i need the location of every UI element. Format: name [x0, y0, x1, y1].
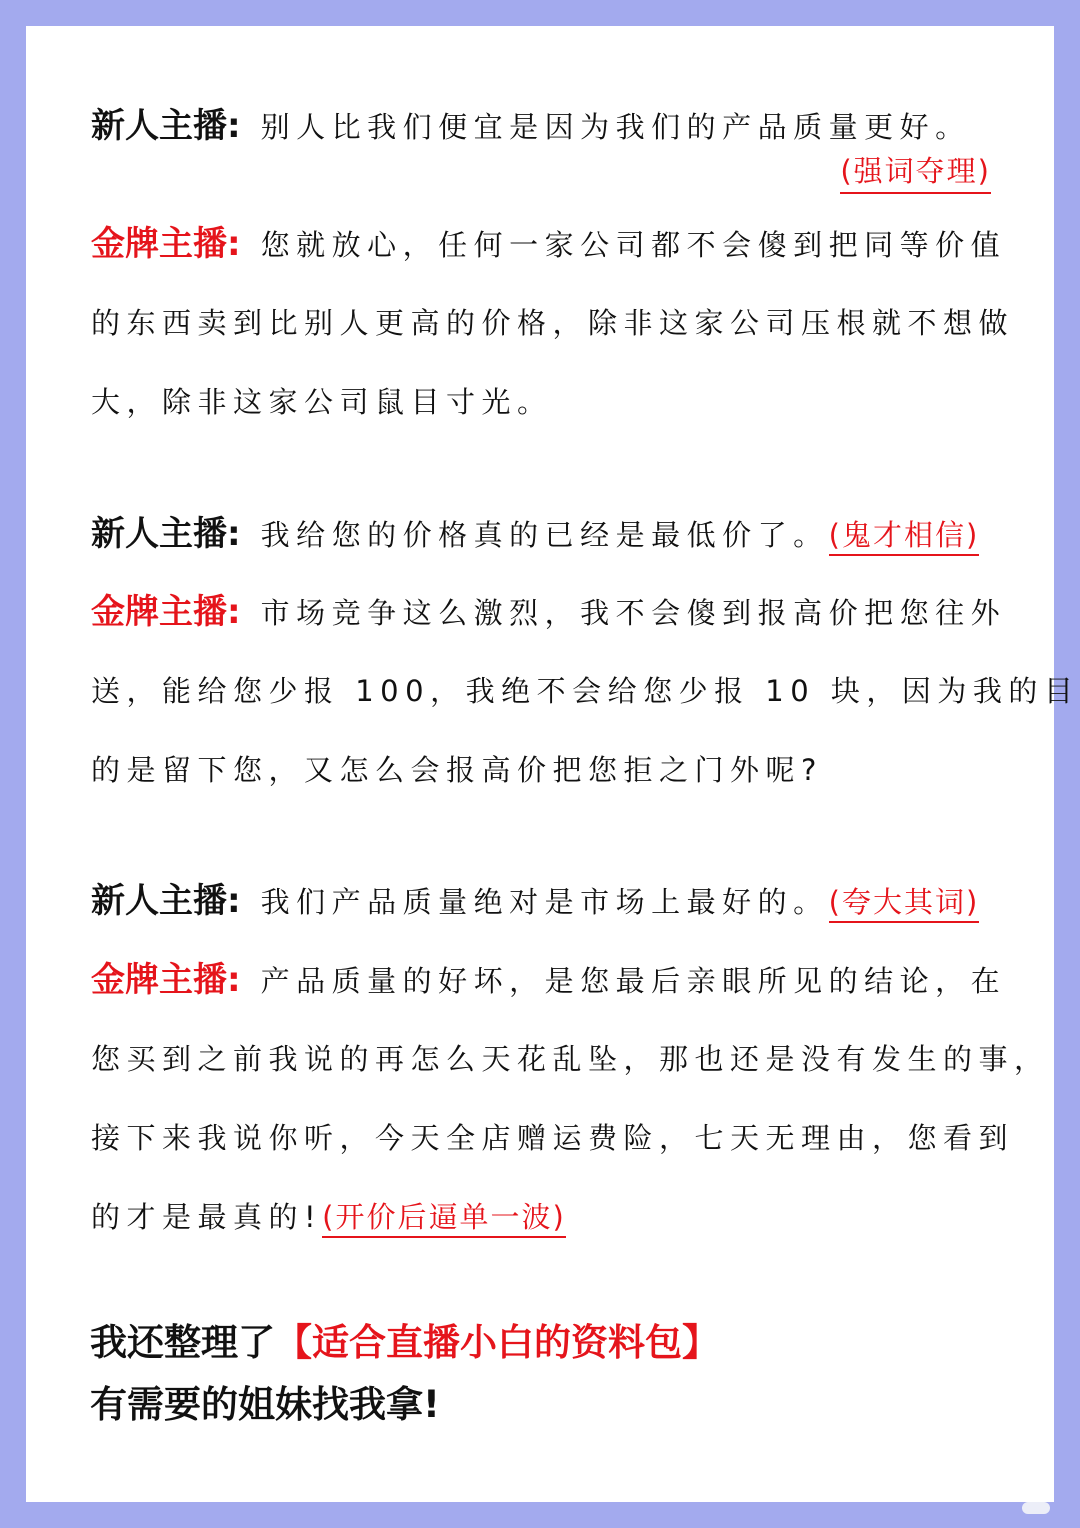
speaker-new-label: 新人主播: [91, 106, 241, 146]
speaker-new-label: 新人主播: [91, 514, 241, 554]
new-host-quote: 我给您的价格真的已经是最低价了。 [260, 518, 829, 552]
speaker-gold-label: 金牌主播: [91, 592, 241, 632]
gold-host-quote-continued: 接下来我说你听，今天全店赠运费险，七天无理由，您看到 [91, 1121, 1015, 1155]
gold-host-quote-continued: 您买到之前我说的再怎么天花乱坠，那也还是没有发生的事， [91, 1042, 1050, 1076]
gold-host-quote-continued: 大，除非这家公司鼠目寸光。 [91, 385, 553, 419]
gold-host-quote-continued: 送，能给您少报 100，我绝不会给您少报 10 块，因为我的目 [91, 674, 1080, 708]
annotation-note: (夸大其词) [829, 885, 980, 923]
speaker-new-label: 新人主播: [91, 881, 241, 921]
gold-host-quote: 产品质量的好坏，是您最后亲眼所见的结论，在 [260, 964, 1007, 998]
gold-host-quote-continued: 的东西卖到比别人更高的价格，除非这家公司压根就不想做 [91, 306, 1015, 340]
annotation-note: (强词夺理) [840, 152, 991, 194]
dialogue-line-new-1 [91, 96, 991, 156]
footer-prefix: 我还整理了 [90, 1321, 275, 1364]
dialogue-line-new-3 [91, 871, 991, 931]
dialogue-line-gold-2 [91, 582, 1007, 642]
gold-host-quote: 市场竞争这么激烈，我不会傻到报高价把您往外 [260, 596, 1007, 630]
new-host-quote: 别人比我们便宜是因为我们的产品质量更好。 [260, 110, 971, 144]
new-host-quote: 我们产品质量绝对是市场上最好的。 [260, 885, 829, 919]
gold-host-quote-continued [91, 1187, 991, 1247]
gold-host-quote-end: 的才是最真的! [91, 1200, 323, 1234]
speaker-gold-label: 金牌主播: [91, 960, 241, 1000]
annotation-note: (开价后逼单一波) [322, 1200, 566, 1238]
gold-host-quote-continued: 的是留下您，又怎么会报高价把您拒之门外呢? [91, 753, 823, 787]
watermark-badge [1022, 1502, 1050, 1514]
footer-line-2: 有需要的姐妹找我拿! [90, 1383, 440, 1426]
annotation-note: (鬼才相信) [829, 518, 980, 556]
resource-pack-highlight: 【适合直播小白的资料包】 [275, 1321, 719, 1364]
footer-line-1 [90, 1315, 719, 1371]
gold-host-quote: 您就放心，任何一家公司都不会傻到把同等价值 [260, 228, 1007, 262]
dialogue-line-gold-1 [91, 214, 1007, 274]
dialogue-line-new-2 [91, 504, 991, 564]
dialogue-line-gold-3 [91, 950, 1007, 1010]
speaker-gold-label: 金牌主播: [91, 224, 241, 264]
